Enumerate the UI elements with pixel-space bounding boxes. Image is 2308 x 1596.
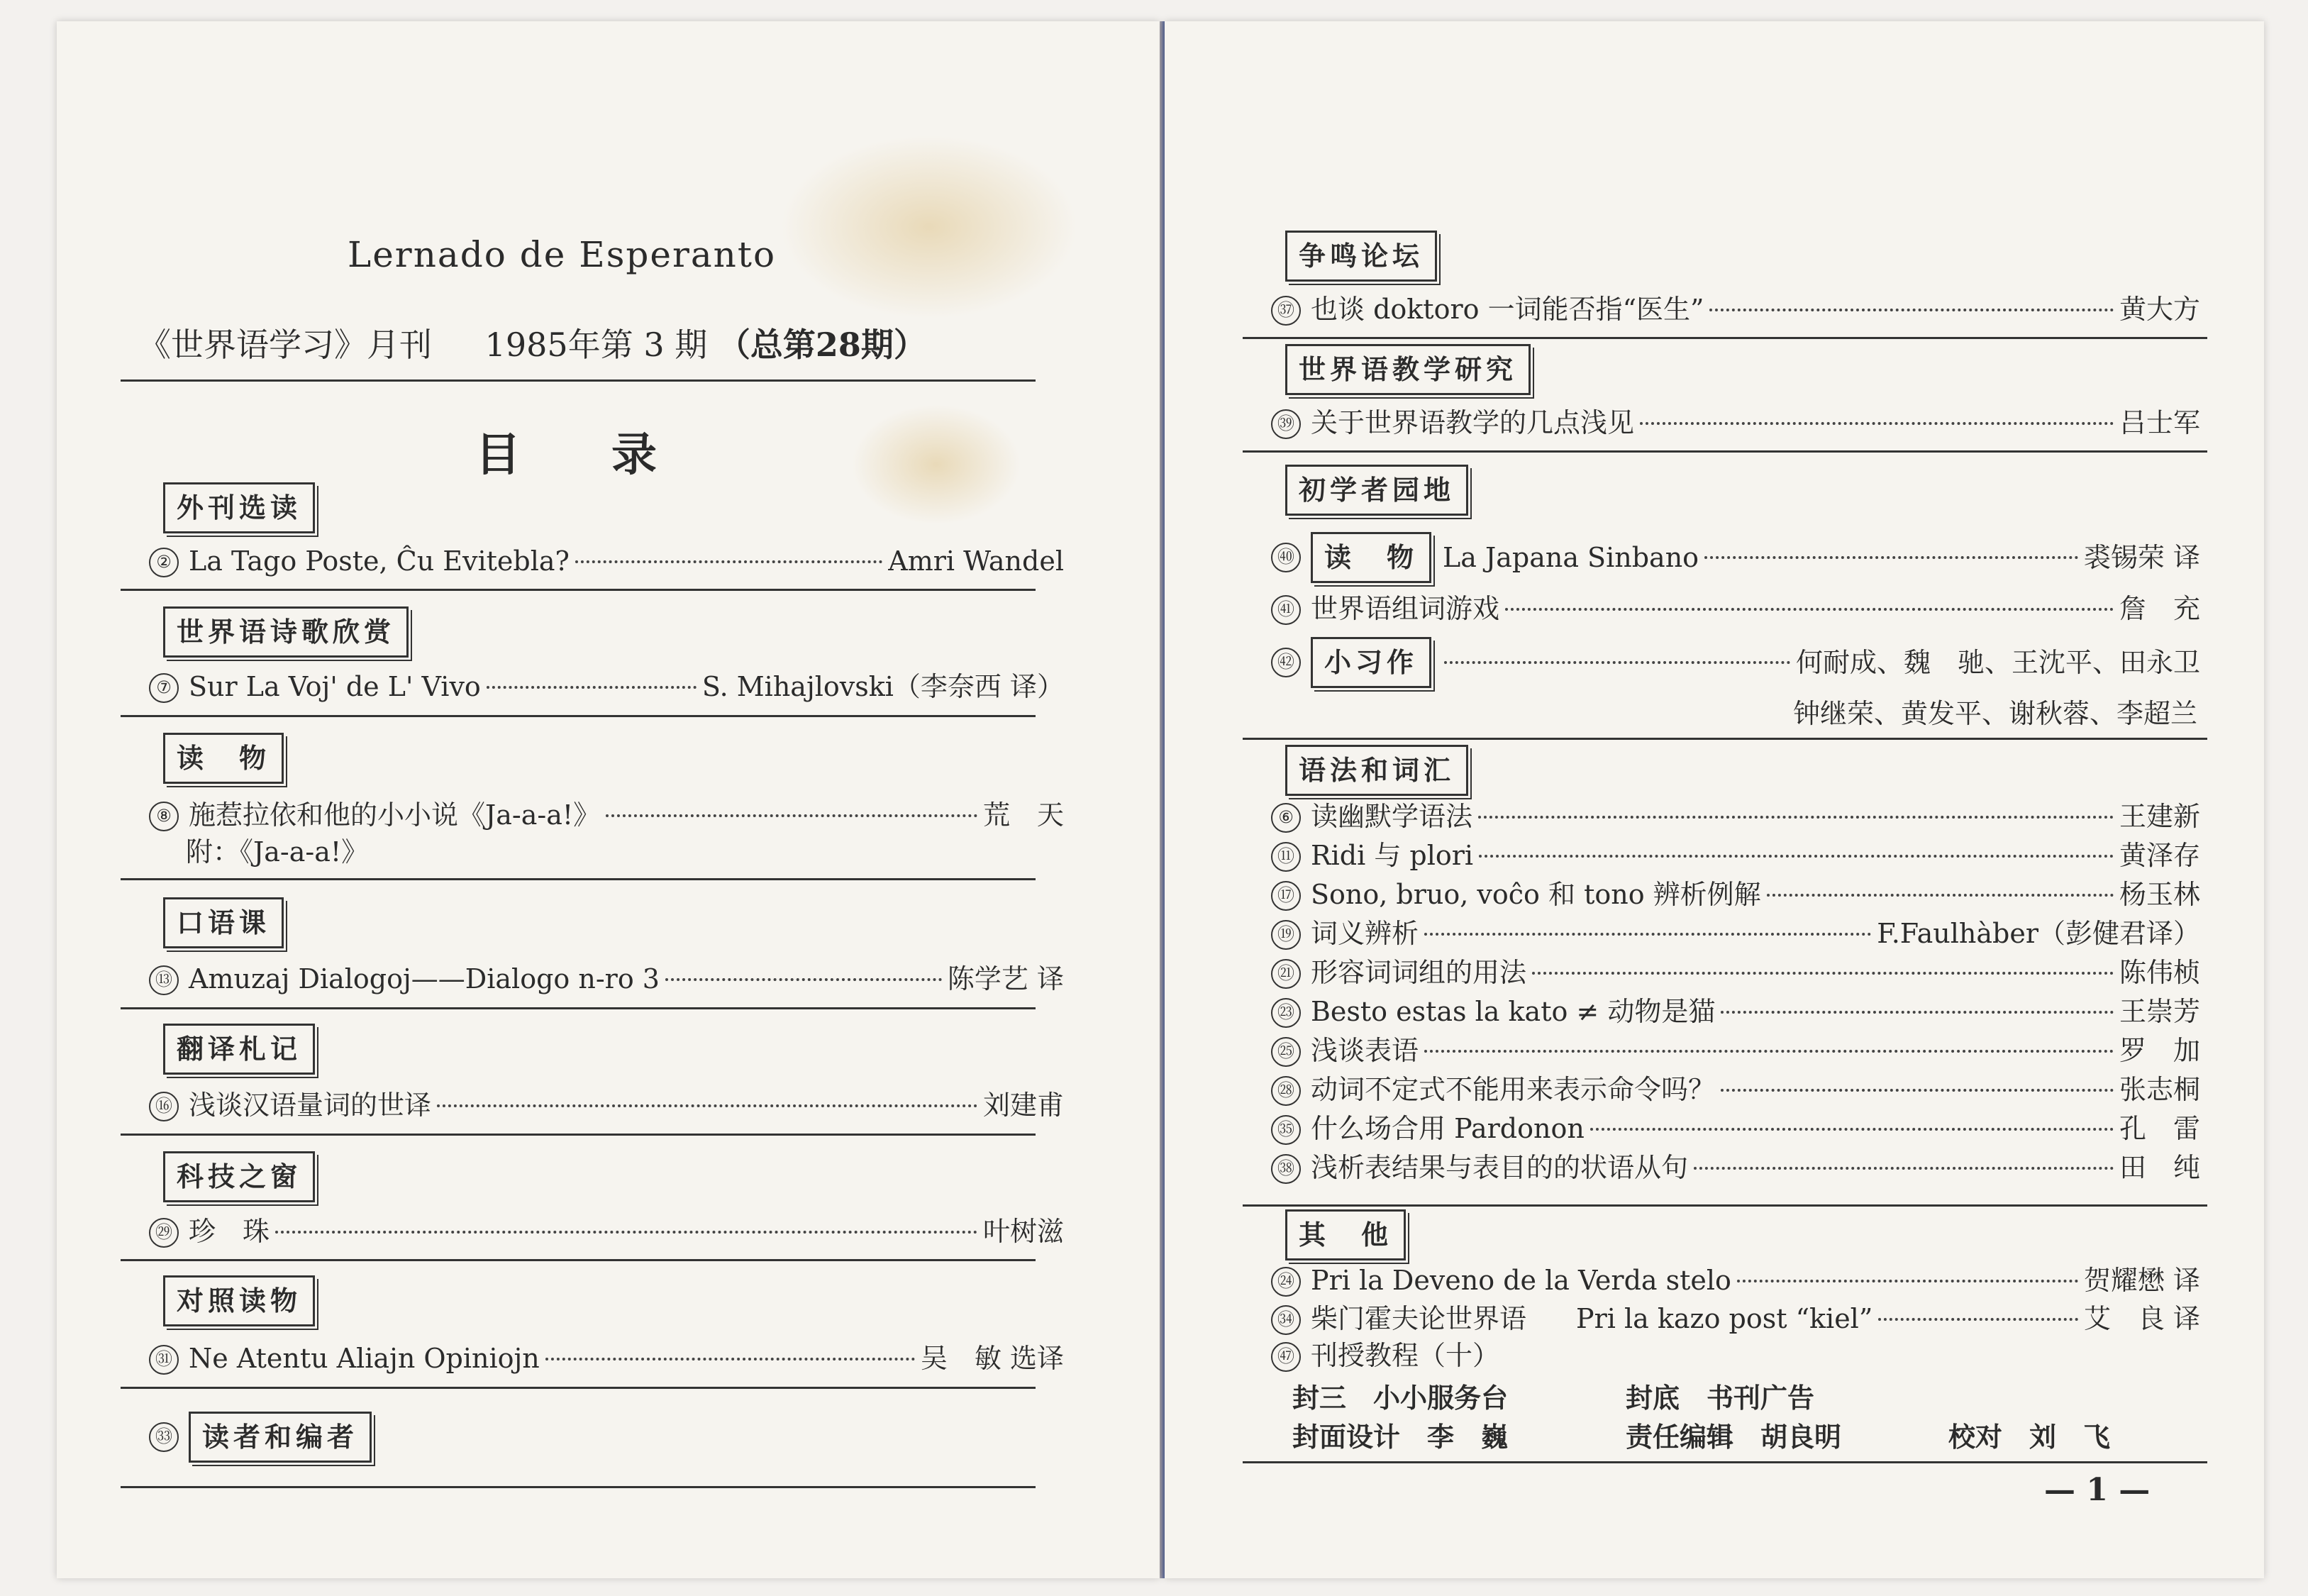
entry-title: 形容词词组的用法 [1311, 957, 1527, 988]
entry-author: 陈学艺 译 [947, 963, 1064, 994]
page-number-badge: ⑧ [149, 802, 179, 831]
divider [121, 1486, 1036, 1488]
section-label: 对照读物 [163, 1275, 315, 1326]
entry-title: La Japana Sinbano [1443, 542, 1699, 573]
divider [1243, 1461, 2207, 1463]
dot-leader [1709, 309, 2114, 311]
dot-leader [1767, 894, 2114, 897]
dot-leader [1532, 972, 2114, 975]
entry-title: 施惹拉依和他的小小说《Ja-a-a!》 [189, 799, 601, 831]
section-label: 读者和编者 [189, 1412, 372, 1463]
entry-author: 陈伟桢 [2119, 957, 2200, 988]
section-label: 语法和词汇 [1285, 745, 1468, 796]
entry-title: 读幽默学语法 [1311, 801, 1473, 832]
entry-title: Pri la Deveno de la Verda stelo [1311, 1265, 1731, 1296]
page-number-badge: ⑥ [1271, 803, 1301, 833]
toc-entry[interactable] [149, 799, 1064, 834]
magazine-latin-title: Lernado de Esperanto [348, 234, 777, 275]
entry-author: 孔 雷 [2119, 1113, 2200, 1144]
dot-leader [1478, 816, 2114, 819]
toc-entry[interactable] [1271, 532, 2200, 583]
dot-leader [275, 1231, 977, 1234]
divider [121, 1134, 1036, 1136]
dot-leader [606, 814, 977, 817]
entry-author: 张志桐 [2119, 1074, 2200, 1105]
entry-author: 詹 充 [2119, 593, 2200, 624]
toc-entry[interactable] [149, 545, 1064, 580]
page-number-badge: ㉛ [149, 1345, 179, 1375]
divider [1243, 337, 2207, 339]
credit-editor: 责任编辑 胡良明 [1626, 1421, 1842, 1453]
page-number-badge: ⑦ [149, 673, 179, 703]
entry-title: 附：《Ja-a-a!》 [186, 836, 369, 868]
section-label: 口语课 [163, 897, 284, 948]
page-number: — 1 — [2044, 1472, 2151, 1508]
page-number-badge: ㉔ [1271, 1267, 1301, 1297]
section-label: 读 物 [1311, 532, 1431, 583]
divider [121, 1259, 1036, 1261]
section-label: 翻译札记 [163, 1024, 315, 1075]
toc-entry[interactable] [149, 1412, 372, 1463]
entry-title: 柴门霍夫论世界语 [1311, 1303, 1527, 1334]
entry-author: Amri Wandel [888, 545, 1064, 577]
toc-entry[interactable] [1271, 406, 2200, 442]
divider [121, 589, 1036, 591]
entry-title: 浅析表结果与表目的的状语从句 [1311, 1152, 1689, 1183]
page-number-badge: ㉕ [1271, 1037, 1301, 1067]
toc-entry[interactable] [149, 670, 1064, 706]
page-number-badge: ㉑ [1271, 959, 1301, 989]
entry-author: 吴 敏 选译 [920, 1343, 1064, 1374]
page-number-badge: ⑯ [149, 1092, 179, 1121]
page-number-badge: ㉘ [1271, 1076, 1301, 1106]
page-number-badge: ㊲ [1271, 296, 1301, 326]
toc-entry[interactable] [1271, 1302, 2200, 1338]
entry-author: 刘建甫 [982, 1090, 1064, 1121]
divider [121, 379, 1036, 382]
dot-leader [575, 560, 882, 563]
entry-subtitle: Pri la kazo post “kiel” [1576, 1303, 1873, 1334]
entry-author: 吕士军 [2119, 407, 2200, 438]
toc-entry[interactable] [1271, 1264, 2200, 1299]
page-number-badge: ⑪ [1271, 842, 1301, 872]
section-label: 科技之窗 [163, 1151, 315, 1202]
entry-title: Besto estas la kato ≠ 动物是猫 [1311, 996, 1716, 1027]
dot-leader [1479, 855, 2114, 858]
toc-entry[interactable] [1271, 800, 2200, 836]
divider [121, 878, 1036, 880]
credit-inside-back: 封三 小小服务台 [1292, 1382, 1509, 1414]
entry-author-continued: 钟继荣、黄发平、谢秋蓉、李超兰 [1792, 698, 2197, 729]
issue-total: （总第28期） [717, 326, 926, 364]
entry-author: 罗 加 [2119, 1035, 2200, 1066]
page-number-badge: ㉝ [149, 1422, 179, 1452]
entry-author: S. Mihajlovski（李奈西 译） [701, 671, 1064, 702]
toc-entry[interactable] [1271, 592, 2200, 628]
toc-entry[interactable] [1271, 995, 2200, 1031]
page-number-badge: ⑰ [1271, 881, 1301, 911]
toc-entry[interactable] [1271, 1339, 2200, 1375]
issue-line [138, 319, 926, 366]
toc-entry[interactable] [1271, 637, 2200, 688]
dot-leader [1424, 1050, 2114, 1053]
page-number-badge: ㉞ [1271, 1305, 1301, 1335]
entry-title: Sono, bruo, voĉo 和 tono 辨析例解 [1311, 879, 1761, 910]
divider [1243, 1204, 2207, 1207]
dot-leader [1694, 1167, 2114, 1170]
entry-author: 何耐成、魏 驰、王沈平、田永卫 [1795, 647, 2200, 678]
entry-author: F.Faulhàber（彭健君译） [1877, 918, 2200, 949]
dot-leader [1424, 933, 1871, 936]
credit-proofreader: 校对 刘 飞 [1948, 1421, 2111, 1453]
section-label: 其 他 [1285, 1209, 1406, 1260]
section-label: 小习作 [1311, 637, 1431, 688]
entry-author: 艾 良 译 [2083, 1303, 2200, 1334]
page-number-badge: ㊶ [1271, 595, 1301, 625]
toc-entry[interactable] [149, 1089, 1064, 1124]
toc-entry[interactable] [1271, 1151, 2200, 1187]
section-label: 外刊选读 [163, 482, 315, 533]
entry-author: 荒 天 [982, 799, 1064, 831]
section-label: 世界语教学研究 [1285, 344, 1531, 395]
entry-title: 刊授教程（十） [1311, 1340, 1500, 1371]
page-number-badge: ㊵ [1271, 543, 1301, 572]
section-label: 世界语诗歌欣赏 [163, 606, 409, 658]
page-number-badge: ㊴ [1271, 409, 1301, 439]
entry-title: 浅谈表语 [1311, 1035, 1419, 1066]
entry-title: 世界语组词游戏 [1311, 593, 1500, 624]
entry-title: 什么场合用 Pardonon [1311, 1113, 1585, 1144]
issue-title: 《世界语学习》月刊 [138, 326, 432, 364]
entry-title: Amuzaj Dialogoj——Dialogo n-ro 3 [189, 963, 660, 994]
entry-author: 王崇芳 [2119, 996, 2200, 1027]
toc-entry[interactable] [1271, 1112, 2200, 1148]
entry-title: 词义辨析 [1311, 918, 1419, 949]
dot-leader [1878, 1318, 2078, 1321]
entry-title: 珍 珠 [189, 1216, 270, 1247]
page-number-badge: ㊼ [1271, 1342, 1301, 1372]
dot-leader [665, 978, 942, 981]
page-number-badge: ㉟ [1271, 1115, 1301, 1145]
entry-author: 裘锡荣 译 [2083, 542, 2200, 573]
dot-leader [487, 686, 697, 689]
dot-leader [1704, 556, 2078, 559]
entry-author: 叶树滋 [982, 1216, 1064, 1247]
toc-entry[interactable] [1271, 917, 2200, 953]
page-number-badge: ⑬ [149, 965, 179, 995]
section-label: 争鸣论坛 [1285, 231, 1437, 282]
page-number-badge: ② [149, 548, 179, 577]
dot-leader [1721, 1011, 2114, 1014]
divider [121, 1007, 1036, 1009]
issue-date: 1985年第 3 期 [484, 326, 708, 364]
right-page [1165, 21, 2264, 1578]
dot-leader [1505, 608, 2114, 611]
dot-leader [1590, 1128, 2114, 1131]
divider [1243, 738, 2207, 740]
entry-title: 也谈 doktoro 一词能否指“医生” [1311, 294, 1704, 325]
dot-leader [1444, 661, 1790, 664]
toc-title: 目 录 [475, 428, 657, 482]
page-number-badge: ㊷ [1271, 648, 1301, 677]
entry-title: Ridi 与 plori [1311, 840, 1474, 871]
entry-title: 关于世界语教学的几点浅见 [1311, 407, 1635, 438]
page-number-badge: ⑲ [1271, 920, 1301, 950]
entry-title: 浅谈汉语量词的世译 [189, 1090, 432, 1121]
dot-leader [437, 1104, 977, 1107]
toc-entry[interactable] [149, 1342, 1064, 1378]
divider [121, 715, 1036, 717]
entry-title: 动词不定式不能用来表示命令吗？ [1311, 1074, 1716, 1105]
toc-entry[interactable] [1271, 956, 2200, 992]
toc-entry[interactable] [1271, 839, 2200, 875]
entry-author: 田 纯 [2119, 1152, 2200, 1183]
page-number-badge: ㉓ [1271, 998, 1301, 1028]
entry-title: Ne Atentu Aliajn Opiniojn [189, 1343, 540, 1374]
toc-entry[interactable] [149, 1215, 1064, 1251]
dot-leader [1640, 422, 2114, 425]
entry-author: 黄泽存 [2119, 840, 2200, 871]
entry-author: 杨玉林 [2119, 879, 2200, 910]
divider [121, 1387, 1036, 1389]
dot-leader [1737, 1280, 2078, 1282]
entry-author: 王建新 [2119, 801, 2200, 832]
left-page [57, 21, 1160, 1578]
toc-entry[interactable] [1271, 1073, 2200, 1109]
page-number-badge: ㉙ [149, 1218, 179, 1248]
entry-title: La Tago Poste, Ĉu Evitebla? [189, 545, 570, 577]
dot-leader [1721, 1089, 2114, 1092]
toc-entry[interactable] [1271, 1034, 2200, 1070]
entry-title: Sur La Voj' de L' Vivo [189, 671, 481, 702]
page-number-badge: ㊳ [1271, 1154, 1301, 1184]
toc-entry-appendix[interactable] [186, 836, 368, 868]
toc-entry[interactable] [1271, 293, 2200, 328]
toc-entry[interactable] [1271, 878, 2200, 914]
divider [1243, 450, 2207, 453]
toc-entry[interactable] [149, 963, 1064, 998]
credit-cover-design: 封面设计 李 巍 [1292, 1421, 1509, 1453]
credit-back-cover: 封底 书刊广告 [1626, 1382, 1815, 1414]
section-label: 初学者园地 [1285, 465, 1468, 516]
entry-author: 黄大方 [2119, 294, 2200, 325]
dot-leader [545, 1358, 915, 1361]
entry-author: 贺耀懋 译 [2083, 1265, 2200, 1296]
section-label: 读 物 [163, 733, 284, 784]
